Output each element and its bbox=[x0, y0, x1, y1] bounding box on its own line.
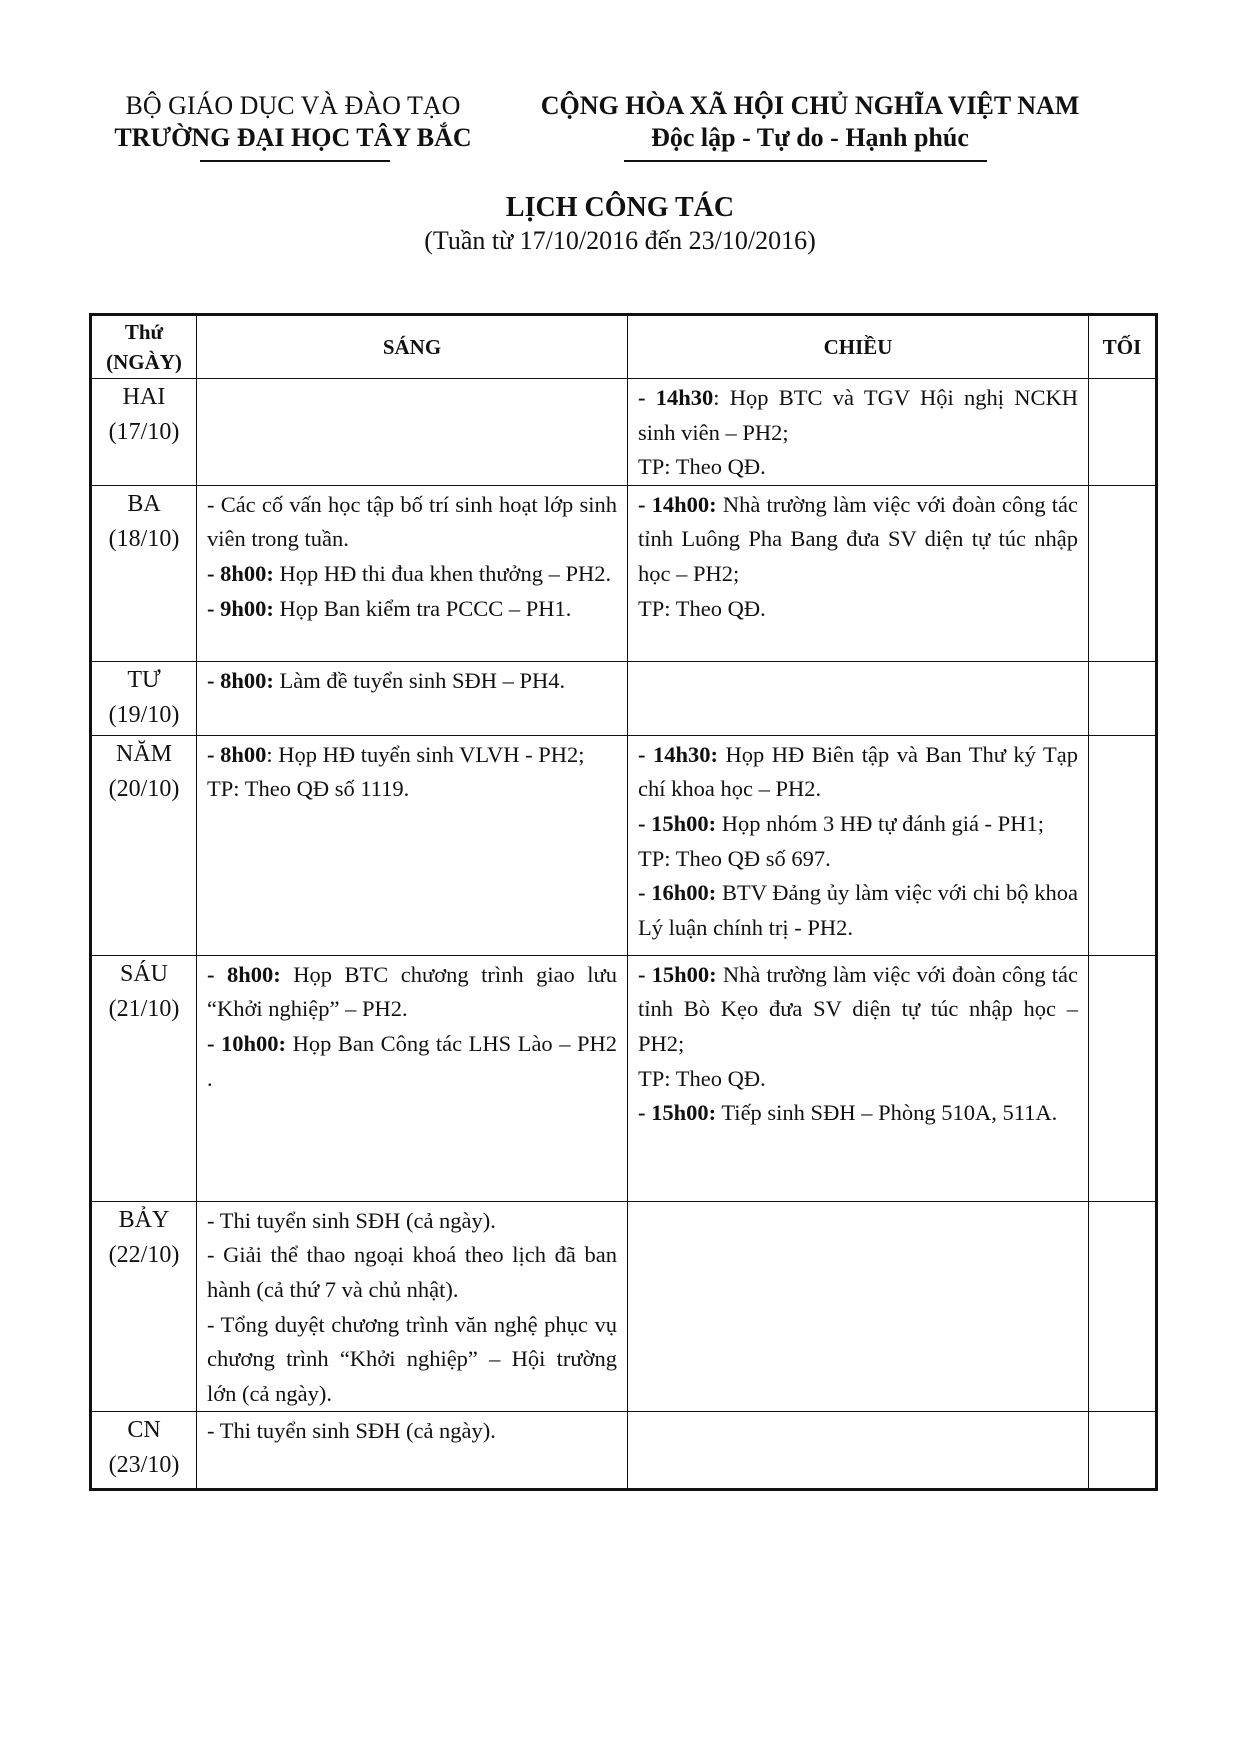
schedule-entry bbox=[207, 772, 617, 807]
schedule-body bbox=[91, 379, 1157, 1490]
day-date: (20/10) bbox=[108, 775, 180, 802]
header-nation-block bbox=[520, 90, 1100, 162]
entry-time: 16h00: bbox=[651, 880, 717, 906]
schedule-entry bbox=[207, 488, 617, 557]
evening-cell bbox=[1089, 955, 1157, 1201]
entry-dash: - bbox=[638, 385, 656, 410]
entry-separator: : bbox=[266, 741, 279, 767]
entry-text: Họp BTC và TGV Hội nghị NCKH sinh viên – PH2; bbox=[638, 385, 1078, 445]
entry-dash: - bbox=[638, 1100, 652, 1126]
evening-cell bbox=[1089, 379, 1157, 486]
entry-text: Nhà trường làm việc với đoàn công tác tỉnh Bò Kẹo đưa SV diện tự túc nhập học – PH2; bbox=[638, 961, 1079, 1056]
entry-text: TP: Theo QĐ. bbox=[638, 1065, 766, 1091]
afternoon-cell bbox=[628, 1201, 1089, 1412]
afternoon-cell bbox=[628, 1412, 1089, 1490]
day-date: (18/10) bbox=[108, 525, 180, 552]
entry-time: 14h30 bbox=[655, 385, 714, 410]
schedule-entry bbox=[207, 738, 617, 773]
entry-text: Họp HĐ thi đua khen thưởng – PH2. bbox=[279, 560, 612, 586]
entry-separator: : bbox=[713, 385, 730, 410]
table-row bbox=[91, 661, 1157, 735]
entry-text: Họp Ban Công tác LHS Lào – PH2 . bbox=[207, 1030, 617, 1091]
day-date: (19/10) bbox=[108, 701, 180, 728]
entry-dash: - bbox=[207, 560, 221, 586]
morning-cell bbox=[197, 955, 628, 1201]
entry-dash: - bbox=[207, 741, 221, 767]
entry-dash: - bbox=[207, 667, 221, 693]
day-name: BẢY bbox=[118, 1206, 170, 1233]
day-name: SÁU bbox=[119, 960, 168, 987]
morning-cell bbox=[197, 379, 628, 486]
day-name: CN bbox=[127, 1417, 161, 1444]
entry-dash: - bbox=[207, 961, 227, 987]
day-date: (17/10) bbox=[108, 419, 180, 445]
schedule-entry bbox=[207, 592, 617, 627]
day-name: TƯ bbox=[127, 666, 161, 693]
table-row bbox=[91, 955, 1157, 1201]
entry-text: Nhà trường làm việc với đoàn công tác tỉnh Luông Pha Bang đưa SV diện tự túc nhập học – PH2; bbox=[638, 491, 1079, 586]
university-name: TRƯỜNG ĐẠI HỌC TÂY BẮC bbox=[114, 123, 472, 152]
document-subtitle: (Tuần từ 17/10/2016 đến 23/10/2016) bbox=[424, 226, 816, 255]
entry-text: BTV Đảng ủy làm việc với chi bộ khoa Lý luận chính trị - PH2. bbox=[638, 880, 1079, 940]
table-row bbox=[91, 485, 1157, 661]
afternoon-cell bbox=[628, 485, 1089, 661]
entry-text: - Các cố vấn học tập bố trí sinh hoạt lớp sinh viên trong tuần. bbox=[207, 491, 617, 552]
entry-dash: - bbox=[638, 491, 652, 517]
entry-time: 9h00: bbox=[220, 595, 274, 621]
schedule-table bbox=[89, 313, 1158, 1491]
entry-time: 10h00: bbox=[221, 1030, 287, 1056]
day-cell bbox=[91, 955, 197, 1201]
entry-text: - Giải thể thao ngoại khoá theo lịch đã ban hành (cả thứ 7 và chủ nhật). bbox=[207, 1242, 617, 1302]
entry-time: 8h00 bbox=[220, 741, 267, 767]
motto-underline bbox=[624, 160, 987, 162]
ministry-name: BỘ GIÁO DỤC VÀ ĐÀO TẠO bbox=[125, 91, 461, 120]
entry-dash: - bbox=[207, 595, 221, 621]
afternoon-cell bbox=[628, 661, 1089, 735]
nation-name: CỘNG HÒA XÃ HỘI CHỦ NGHĨA VIỆT NAM bbox=[540, 91, 1080, 120]
entry-text: - Tổng duyệt chương trình văn nghệ phục vụ chương trình “Khởi nghiệp” – Hội trường lớn (cả ngày). bbox=[207, 1311, 617, 1406]
schedule-entry bbox=[207, 1238, 617, 1307]
evening-cell bbox=[1089, 485, 1157, 661]
schedule-entry bbox=[638, 1062, 1078, 1097]
entry-dash: - bbox=[207, 1030, 222, 1056]
morning-cell bbox=[197, 1201, 628, 1412]
document-title: LỊCH CÔNG TÁC bbox=[505, 192, 735, 223]
schedule-entry bbox=[207, 1027, 617, 1096]
entry-text: TP: Theo QĐ. bbox=[638, 595, 766, 621]
schedule-entry bbox=[638, 807, 1078, 842]
nation-motto: Độc lập - Tự do - Hạnh phúc bbox=[651, 123, 969, 152]
entry-time: 15h00: bbox=[651, 961, 717, 987]
day-cell bbox=[91, 735, 197, 955]
evening-cell bbox=[1089, 735, 1157, 955]
header-afternoon: CHIỀU bbox=[628, 315, 1089, 379]
entry-time: 14h30: bbox=[652, 741, 718, 767]
day-name: NĂM bbox=[115, 740, 172, 767]
entry-text: TP: Theo QĐ số 697. bbox=[638, 845, 831, 871]
entry-time: 14h00: bbox=[651, 491, 717, 517]
schedule-entry bbox=[207, 958, 617, 1027]
entry-dash: - bbox=[638, 810, 652, 836]
day-cell bbox=[91, 485, 197, 661]
table-row bbox=[91, 379, 1157, 486]
afternoon-cell bbox=[628, 379, 1089, 486]
schedule-entry bbox=[638, 488, 1078, 592]
entry-dash: - bbox=[638, 741, 653, 767]
university-underline bbox=[200, 160, 390, 162]
day-date: (22/10) bbox=[108, 1241, 180, 1268]
schedule-entry bbox=[638, 450, 1078, 485]
schedule-entry bbox=[638, 958, 1078, 1062]
entry-text: - Thi tuyển sinh SĐH (cả ngày). bbox=[207, 1418, 496, 1444]
schedule-entry bbox=[207, 1308, 617, 1412]
evening-cell bbox=[1089, 1412, 1157, 1490]
day-date: (21/10) bbox=[108, 995, 180, 1022]
day-cell bbox=[91, 661, 197, 735]
entry-dash: - bbox=[638, 961, 652, 987]
entry-text: TP: Theo QĐ. bbox=[638, 454, 766, 480]
morning-cell bbox=[197, 1412, 628, 1490]
schedule-entry bbox=[638, 1096, 1078, 1131]
entry-time: 15h00: bbox=[651, 810, 717, 836]
entry-text: Làm đề tuyển sinh SĐH – PH4. bbox=[279, 667, 566, 693]
entry-text: Họp HĐ Biên tập và Ban Thư ký Tạp chí khoa học – PH2. bbox=[638, 741, 1078, 802]
schedule-entry bbox=[638, 876, 1078, 945]
morning-cell bbox=[197, 485, 628, 661]
entry-time: 15h00: bbox=[651, 1100, 717, 1126]
header-day-label: Thứ bbox=[124, 320, 164, 344]
schedule-entry bbox=[207, 664, 617, 699]
entry-text: TP: Theo QĐ số 1119. bbox=[207, 776, 410, 802]
entry-text: Họp nhóm 3 HĐ tự đánh giá - PH1; bbox=[721, 810, 1044, 836]
day-name: BA bbox=[127, 490, 161, 517]
day-name: HAI bbox=[122, 384, 166, 410]
entry-text: Tiếp sinh SĐH – Phòng 510A, 511A. bbox=[721, 1100, 1058, 1126]
entry-text: Họp BTC chương trình giao lưu “Khởi nghiệp” – PH2. bbox=[207, 961, 617, 1022]
schedule-entry bbox=[207, 1414, 617, 1449]
header-day bbox=[91, 315, 197, 379]
schedule-entry bbox=[638, 592, 1078, 627]
schedule-entry bbox=[638, 381, 1078, 450]
entry-text: - Thi tuyển sinh SĐH (cả ngày). bbox=[207, 1207, 496, 1233]
schedule-entry bbox=[207, 1204, 617, 1239]
evening-cell bbox=[1089, 1201, 1157, 1412]
table-row bbox=[91, 1412, 1157, 1490]
table-header-row bbox=[91, 315, 1157, 379]
entry-text: Họp HĐ tuyển sinh VLVH - PH2; bbox=[278, 741, 585, 767]
schedule-entry bbox=[207, 557, 617, 592]
header-morning: SÁNG bbox=[197, 315, 628, 379]
day-cell bbox=[91, 1201, 197, 1412]
schedule-entry bbox=[638, 738, 1078, 807]
day-cell bbox=[91, 1412, 197, 1490]
schedule-entry bbox=[638, 842, 1078, 877]
afternoon-cell bbox=[628, 735, 1089, 955]
afternoon-cell bbox=[628, 955, 1089, 1201]
morning-cell bbox=[197, 735, 628, 955]
table-row bbox=[91, 735, 1157, 955]
entry-time: 8h00: bbox=[227, 961, 281, 987]
header-evening: TỐI bbox=[1089, 315, 1157, 379]
header-day-sublabel: (NGÀY) bbox=[106, 350, 182, 374]
evening-cell bbox=[1089, 661, 1157, 735]
entry-separator bbox=[281, 962, 294, 987]
day-cell bbox=[91, 379, 197, 486]
table-row bbox=[91, 1201, 1157, 1412]
entry-dash: - bbox=[638, 880, 652, 906]
entry-separator bbox=[718, 742, 726, 767]
entry-time: 8h00: bbox=[220, 560, 274, 586]
entry-text: Họp Ban kiểm tra PCCC – PH1. bbox=[279, 595, 572, 621]
day-date: (23/10) bbox=[108, 1452, 180, 1479]
entry-time: 8h00: bbox=[220, 667, 274, 693]
header-ministry-block bbox=[88, 90, 498, 162]
morning-cell bbox=[197, 661, 628, 735]
